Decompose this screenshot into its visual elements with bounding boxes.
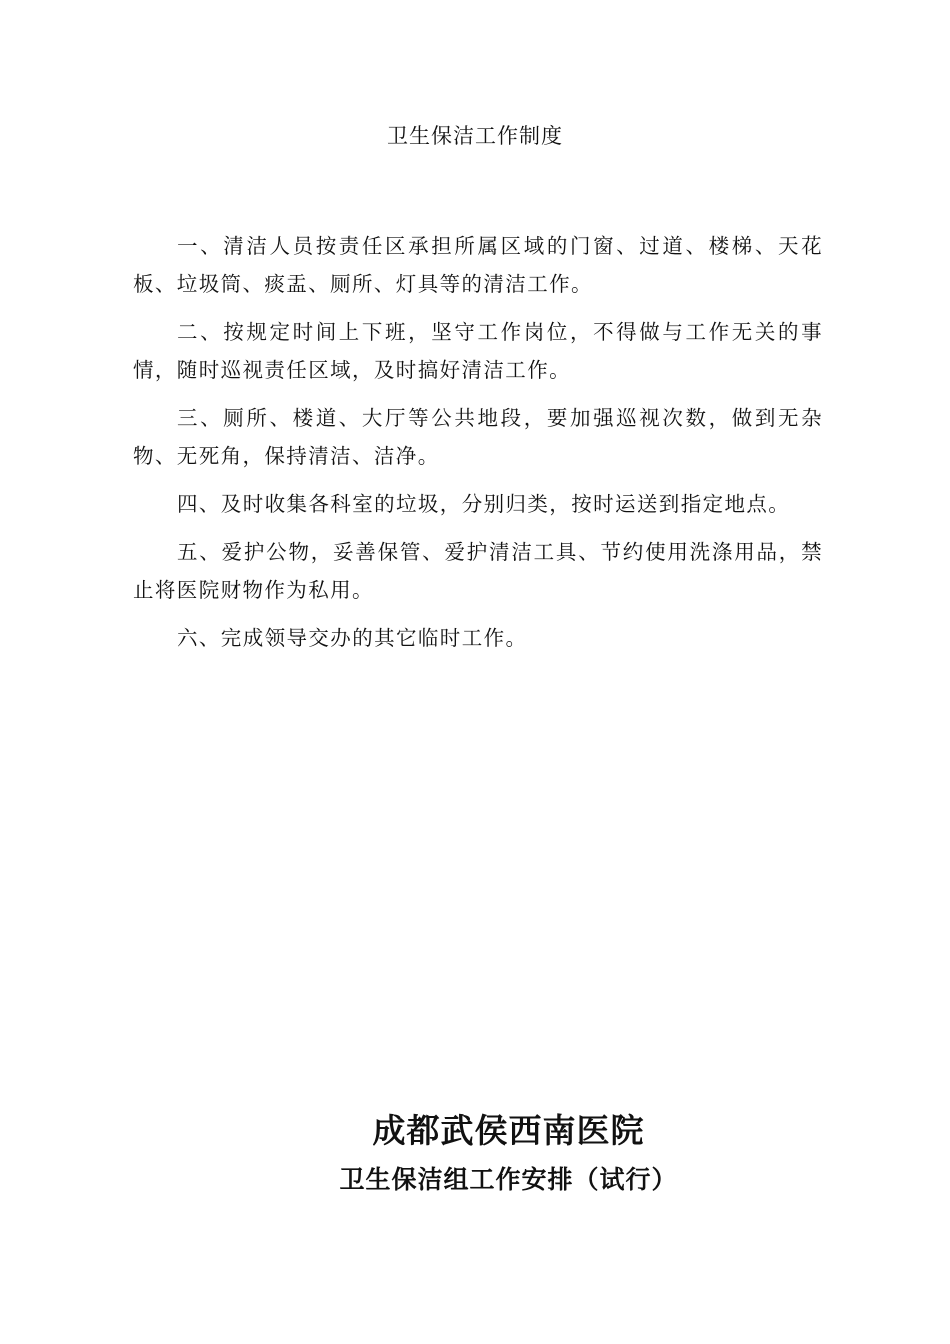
document-title: 卫生保洁工作制度 [387, 124, 563, 148]
section-subtitle: 卫生保洁组工作安排（试行） [339, 1165, 678, 1194]
rule-item-6: 六、完成领导交办的其它临时工作。 [177, 626, 528, 650]
rule-item-2: 二、按规定时间上下班，坚守工作岗位，不得做与工作无关的事情，随时巡视责任区域，及时搞好清洁工作。 [133, 320, 823, 382]
rule-item-4: 四、及时收集各科室的垃圾，分别归类，按时运送到指定地点。 [177, 492, 791, 516]
rule-item-3: 三、厕所、楼道、大厅等公共地段，要加强巡视次数，做到无杂物、无死角，保持清洁、洁净。 [133, 406, 823, 468]
rule-item-5: 五、爱护公物，妥善保管、爱护清洁工具、节约使用洗涤用品，禁止将医院财物作为私用。 [133, 540, 823, 602]
organization-name: 成都武侯西南医院 [372, 1111, 645, 1150]
rule-item-1: 一、清洁人员按责任区承担所属区域的门窗、过道、楼梯、天花板、垃圾筒、痰盂、厕所、灯具等的清洁工作。 [133, 234, 823, 296]
rules-list [133, 227, 823, 667]
